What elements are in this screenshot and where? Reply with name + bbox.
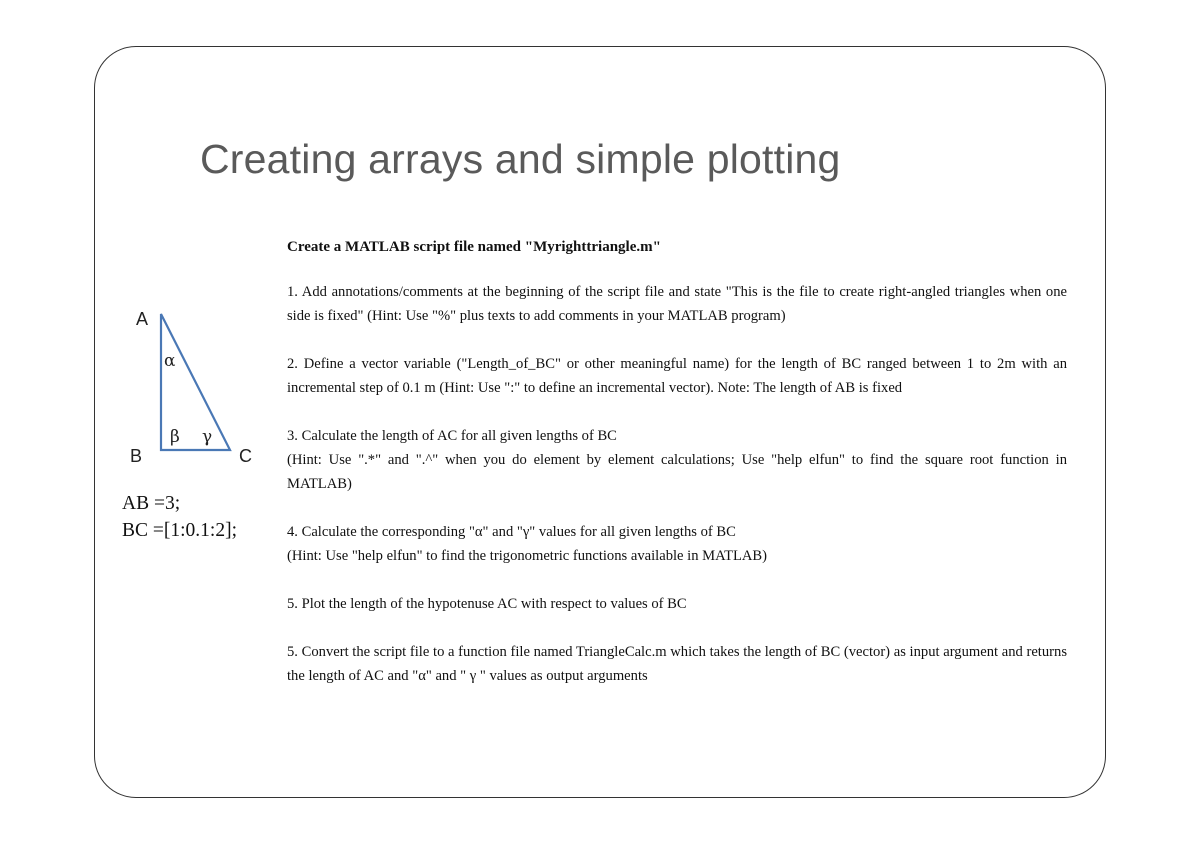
slide-title: Creating arrays and simple plotting [200, 136, 841, 182]
angle-label-gamma: γ [202, 427, 213, 447]
task-4-hint: (Hint: Use "help elfun" to find the trigonometric functions available in MATLAB) [287, 548, 768, 564]
angle-label-alpha: α [164, 351, 176, 371]
variable-definitions [122, 490, 237, 544]
task-4 [287, 520, 1067, 568]
right-triangle-diagram [120, 300, 280, 480]
vertex-label-b: B [130, 446, 143, 466]
task-5: 5. Plot the length of the hypotenuse AC with respect to values of BC [287, 596, 687, 612]
code-line-ab: AB =3; [122, 493, 181, 514]
task-3-text: 3. Calculate the length of AC for all given lengths of BC [287, 428, 617, 444]
task-1: 1. Add annotations/comments at the beginning of the script file and state "This is the file to create right-angled triangles when one side is fixed" (Hint: Use "%" plus texts to add comments in your MATLAB program) [287, 284, 1067, 324]
code-line-bc: BC =[1:0.1:2]; [122, 520, 238, 541]
angle-label-beta: β [170, 427, 180, 447]
vertex-label-a: A [136, 309, 149, 329]
instructions-panel [287, 235, 1067, 712]
task-4-text: 4. Calculate the corresponding "α" and "γ" values for all given lengths of BC [287, 524, 736, 540]
task-2: 2. Define a vector variable ("Length_of_BC" or other meaningful name) for the length of BC ranged between 1 to 2m with an incremental step of 0.1 m (Hint: Use ":" to define an incremental vector). Note: The length of AB is fixed [287, 356, 1067, 396]
task-6: 5. Convert the script file to a function file named TriangleCalc.m which takes the length of BC (vector) as input argument and returns the length of AC and "α" and " γ " values as output arguments [287, 644, 1067, 684]
task-3-hint: (Hint: Use ".*" and ".^" when you do element by element calculations; Use "help elfun" to find the square root function in MATLAB) [287, 452, 1067, 492]
task-3 [287, 424, 1067, 496]
vertex-label-c: C [239, 446, 252, 466]
instructions-heading: Create a MATLAB script file named "Myrighttriangle.m" [287, 239, 661, 255]
